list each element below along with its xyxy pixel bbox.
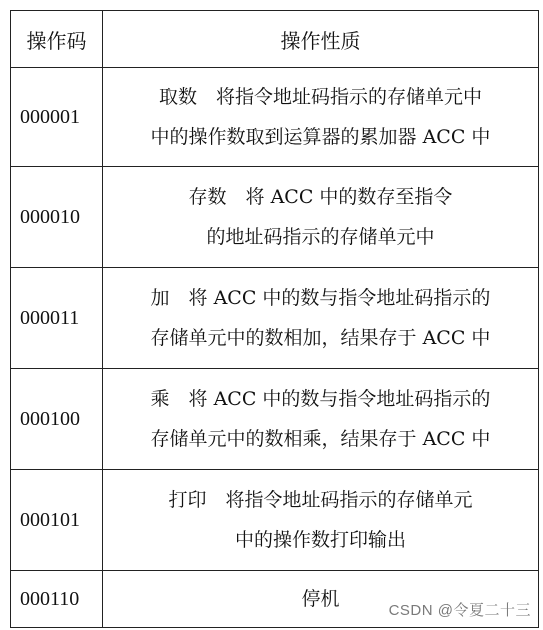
description-line: 存数 将 ACC 中的数存至指令 xyxy=(188,186,453,208)
description-line: 中的操作数取到运算器的累加器 ACC 中 xyxy=(150,126,491,148)
description-line: 中的操作数打印输出 xyxy=(234,529,406,551)
opcode-cell: 000001 xyxy=(11,68,103,167)
description-line: 打印 将指令地址码指示的存储单元 xyxy=(168,489,473,511)
description-line: 的地址码指示的存储单元中 xyxy=(206,226,435,248)
table-row xyxy=(11,369,539,470)
description-cell xyxy=(103,369,539,470)
table-row xyxy=(11,167,539,268)
opcode-table xyxy=(10,10,539,628)
description-cell xyxy=(103,68,539,167)
header-opcode: 操作码 xyxy=(11,11,103,68)
table-row xyxy=(11,268,539,369)
header-operation-nature: 操作性质 xyxy=(103,11,539,68)
description-line: 停机 xyxy=(301,588,340,610)
opcode-cell: 000011 xyxy=(11,268,103,369)
opcode-cell: 000110 xyxy=(11,571,103,628)
table-row xyxy=(11,470,539,571)
description-line: 取数 将指令地址码指示的存储单元中 xyxy=(158,86,482,108)
description-cell xyxy=(103,167,539,268)
opcode-cell: 000101 xyxy=(11,470,103,571)
opcode-table-container xyxy=(10,10,539,628)
table-header-row xyxy=(11,11,539,68)
description-line: 加 将 ACC 中的数与指令地址码指示的 xyxy=(150,287,491,309)
opcode-cell: 000010 xyxy=(11,167,103,268)
watermark: CSDN @令夏二十三 xyxy=(388,602,531,619)
description-cell xyxy=(103,268,539,369)
description-cell xyxy=(103,470,539,571)
opcode-cell: 000100 xyxy=(11,369,103,470)
description-line: 存储单元中的数相加，结果存于 ACC 中 xyxy=(150,327,491,349)
description-line: 乘 将 ACC 中的数与指令地址码指示的 xyxy=(150,388,491,410)
description-line: 存储单元中的数相乘，结果存于 ACC 中 xyxy=(150,428,491,450)
table-row xyxy=(11,68,539,167)
